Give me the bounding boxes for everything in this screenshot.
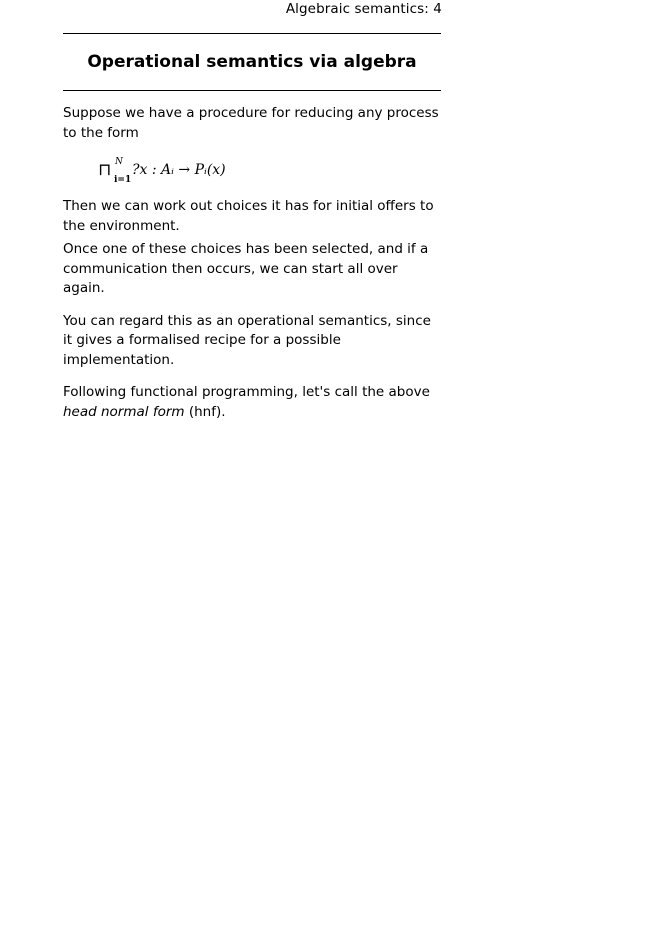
top-rule	[63, 33, 441, 34]
paragraph-hnf	[63, 383, 443, 422]
paragraph-intro: Suppose we have a procedure for reducing any process to the form	[63, 105, 439, 141]
paragraph-choices: Then we can work out choices it has for initial offers to the environment.	[63, 198, 434, 234]
bottom-rule	[63, 90, 441, 91]
paragraph-operational: You can regard this as an operational semantics, since it gives a formalised recipe for a possible implementation.	[63, 312, 431, 368]
formula-hnf	[98, 151, 443, 187]
paragraph-selection: Once one of these choices has been selected, and if a communication then occurs, we can start all over again.	[63, 241, 429, 296]
running-head: Algebraic semantics: 4	[285, 1, 442, 17]
formula-upper-limit: N	[115, 157, 123, 167]
hnf-text-after: (hnf).	[184, 403, 226, 420]
formula-operator: ⊓	[98, 160, 112, 180]
formula-lower-limit: i=1	[114, 175, 132, 185]
hnf-text-before: Following functional programming, let's call the above	[63, 384, 430, 400]
slide-title: Operational semantics via algebra	[87, 52, 417, 72]
hnf-term: head normal form	[63, 403, 185, 420]
formula-expression: ?x : Aᵢ → Pᵢ(x)	[132, 162, 226, 178]
slide-body	[63, 104, 443, 422]
